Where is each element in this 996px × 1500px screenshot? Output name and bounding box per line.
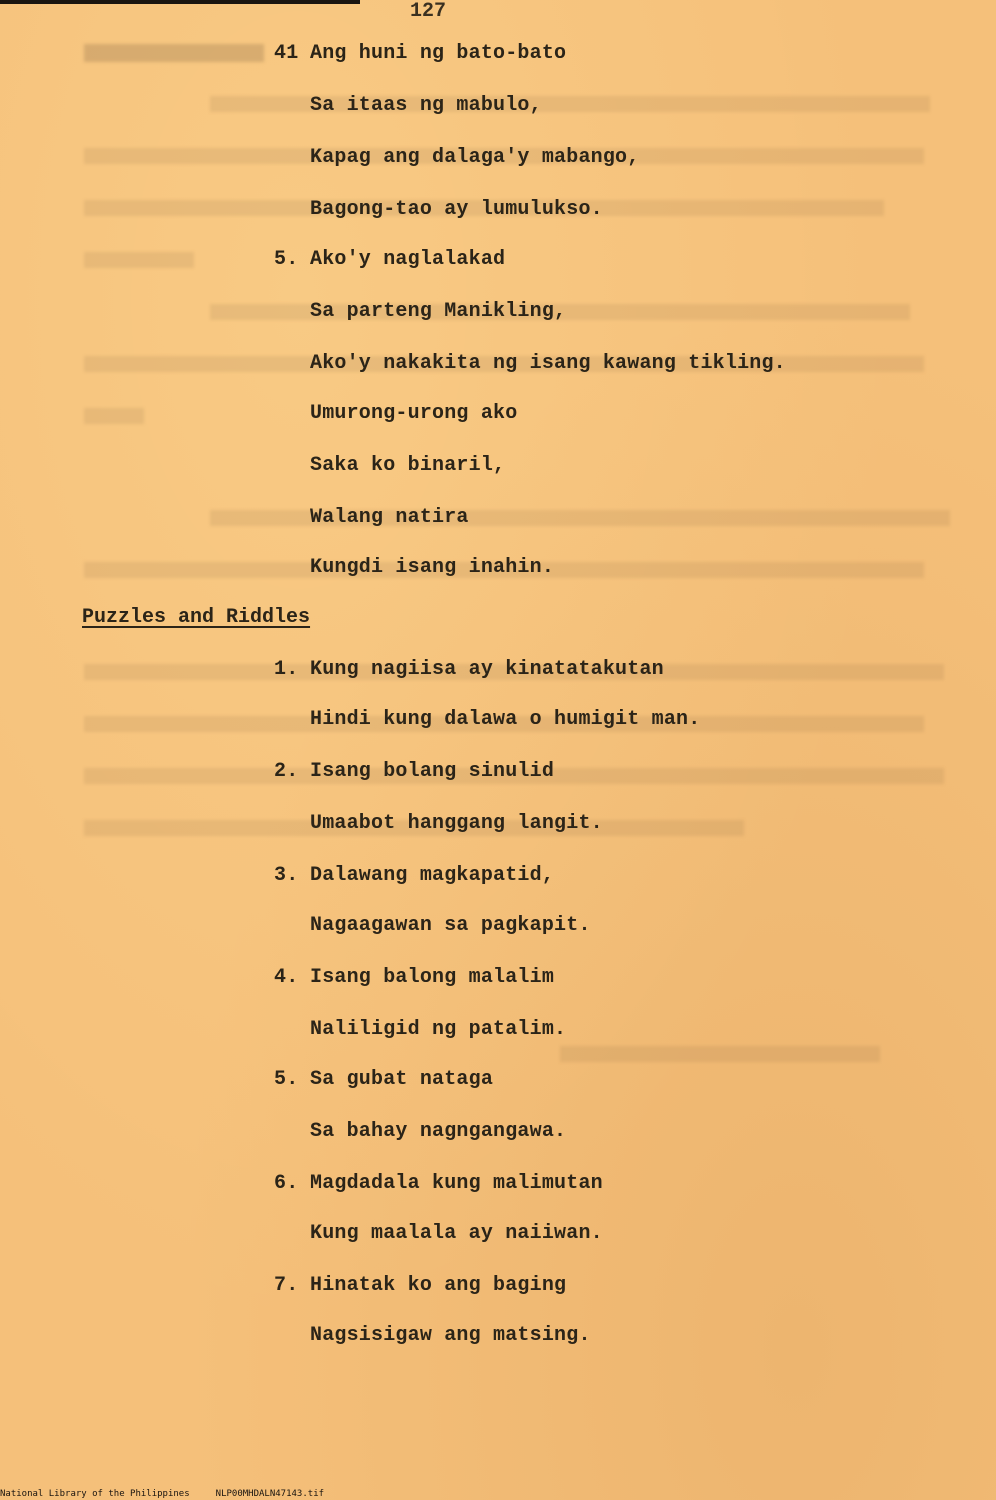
page-number: 127 xyxy=(410,0,447,23)
poem-line: Kungdi isang inahin. xyxy=(310,556,555,579)
bleed-through-mark xyxy=(560,1046,880,1062)
poem-line: Saka ko binaril, xyxy=(310,454,506,477)
poem-line: Sa itaas ng mabulo, xyxy=(310,94,542,117)
riddle-line: 4. Isang balong malalim xyxy=(274,966,555,989)
bleed-through-mark xyxy=(84,408,144,424)
riddle-line: 3. Dalawang magkapatid, xyxy=(274,864,555,887)
section-heading: Puzzles and Riddles xyxy=(82,606,311,629)
riddle-line: 7. Hinatak ko ang baging xyxy=(274,1274,567,1297)
riddle-line: Hindi kung dalawa o humigit man. xyxy=(310,708,701,731)
library-credit: National Library of the Philippines xyxy=(0,1489,190,1499)
poem-line: Umurong-urong ako xyxy=(310,402,518,425)
riddle-line: Kung maalala ay naiiwan. xyxy=(310,1222,603,1245)
scan-footer xyxy=(0,1489,350,1499)
poem-line: Ako'y nakakita ng isang kawang tikling. xyxy=(310,352,786,375)
bleed-through-mark xyxy=(84,44,264,62)
scan-filename: NLP00MHDALN47143.tif xyxy=(215,1489,325,1499)
poem-line: Walang natira xyxy=(310,506,469,529)
poem-line: 5. Ako'y naglalakad xyxy=(274,248,506,271)
riddle-line: 1. Kung nagiisa ay kinatatakutan xyxy=(274,658,664,681)
poem-line: Sa parteng Manikling, xyxy=(310,300,567,323)
poem-line: Bagong-tao ay lumulukso. xyxy=(310,198,603,221)
riddle-line: Sa bahay nagngangawa. xyxy=(310,1120,567,1143)
riddle-line: Umaabot hanggang langit. xyxy=(310,812,603,835)
riddle-line: Nagaagawan sa pagkapit. xyxy=(310,914,591,937)
riddle-line: 2. Isang bolang sinulid xyxy=(274,760,555,783)
riddle-line: Nagsisigaw ang matsing. xyxy=(310,1324,591,1347)
riddle-line: 6. Magdadala kung malimutan xyxy=(274,1172,603,1195)
riddle-line: Naliligid ng patalim. xyxy=(310,1018,567,1041)
scan-edge xyxy=(0,0,360,4)
poem-line: 41 Ang huni ng bato-bato xyxy=(274,42,567,65)
bleed-through-mark xyxy=(84,252,194,268)
poem-line: Kapag ang dalaga'y mabango, xyxy=(310,146,640,169)
riddle-line: 5. Sa gubat nataga xyxy=(274,1068,494,1091)
